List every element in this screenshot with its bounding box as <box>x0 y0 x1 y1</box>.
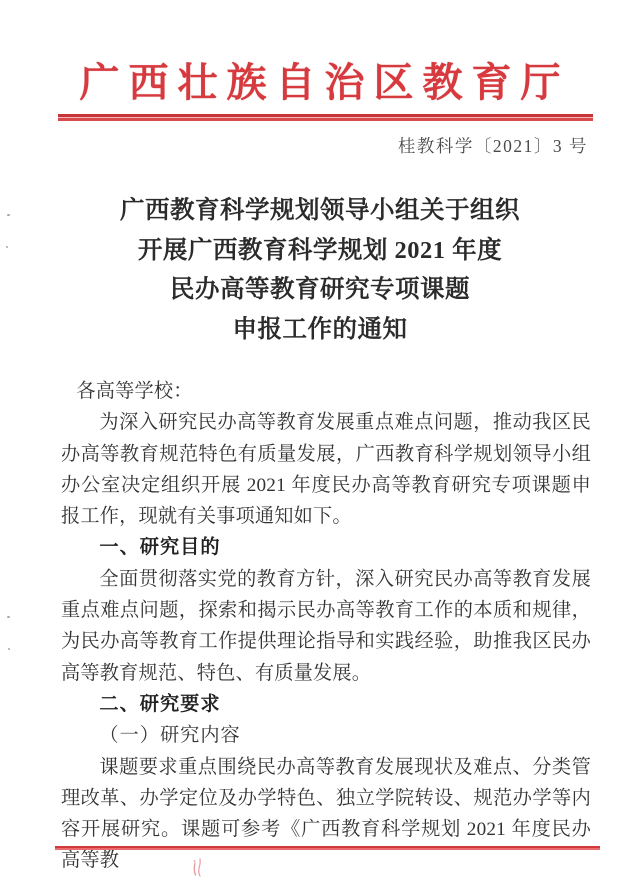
letterhead-double-rule <box>58 114 593 121</box>
title-line: 民办高等教育研究专项课题 <box>170 276 470 303</box>
notice-body <box>61 376 591 877</box>
title-line: 开展广西教育科学规划 2021 年度 <box>137 236 503 264</box>
body-heading: 二、研究要求 <box>99 693 221 715</box>
agency-letterhead: 广西壮族自治区教育厅 <box>79 60 570 105</box>
document-number: 桂教科学〔2021〕3 号 <box>397 136 588 156</box>
notice-title <box>0 191 640 349</box>
scan-speck <box>6 246 8 248</box>
body-paragraph: 课题要求重点围绕民办高等教育发展现状及难点、分类管理改革、办学定位及办学特色、独立学院转设、规范办学等内容开展研究。课题可参考《广西教育科学规划 2021 年度民办高等教 <box>61 756 591 872</box>
title-line: 广西教育科学规划领导小组关于组织 <box>120 197 520 224</box>
body-salutation: 各高等学校： <box>76 381 193 402</box>
red-pen-mark <box>191 857 207 881</box>
scan-speck <box>7 616 10 618</box>
body-paragraph: 为深入研究民办高等教育发展重点难点问题，推动我区民办高等教育规范特色有质量发展，广西教育科学规划领导小组办公室决定组织开展 2021 年度民办高等教育研究专项课题申报工作，现就有关事项通知如下。 <box>61 412 591 528</box>
body-subheading: （一）研究内容 <box>99 725 241 747</box>
body-heading: 一、研究目的 <box>99 537 221 559</box>
title-line: 申报工作的通知 <box>232 315 408 343</box>
scan-speck <box>8 648 10 650</box>
page-break-rule <box>55 846 600 850</box>
body-paragraph: 全面贯彻落实党的教育方针，深入研究民办高等教育发展重点难点问题，探索和揭示民办高等教育工作的本质和规律，为民办高等教育工作提供理论指导和实践经验，助推我区民办高等教育规范、特色、有质量发展。 <box>61 568 591 684</box>
scan-speck <box>7 214 10 216</box>
